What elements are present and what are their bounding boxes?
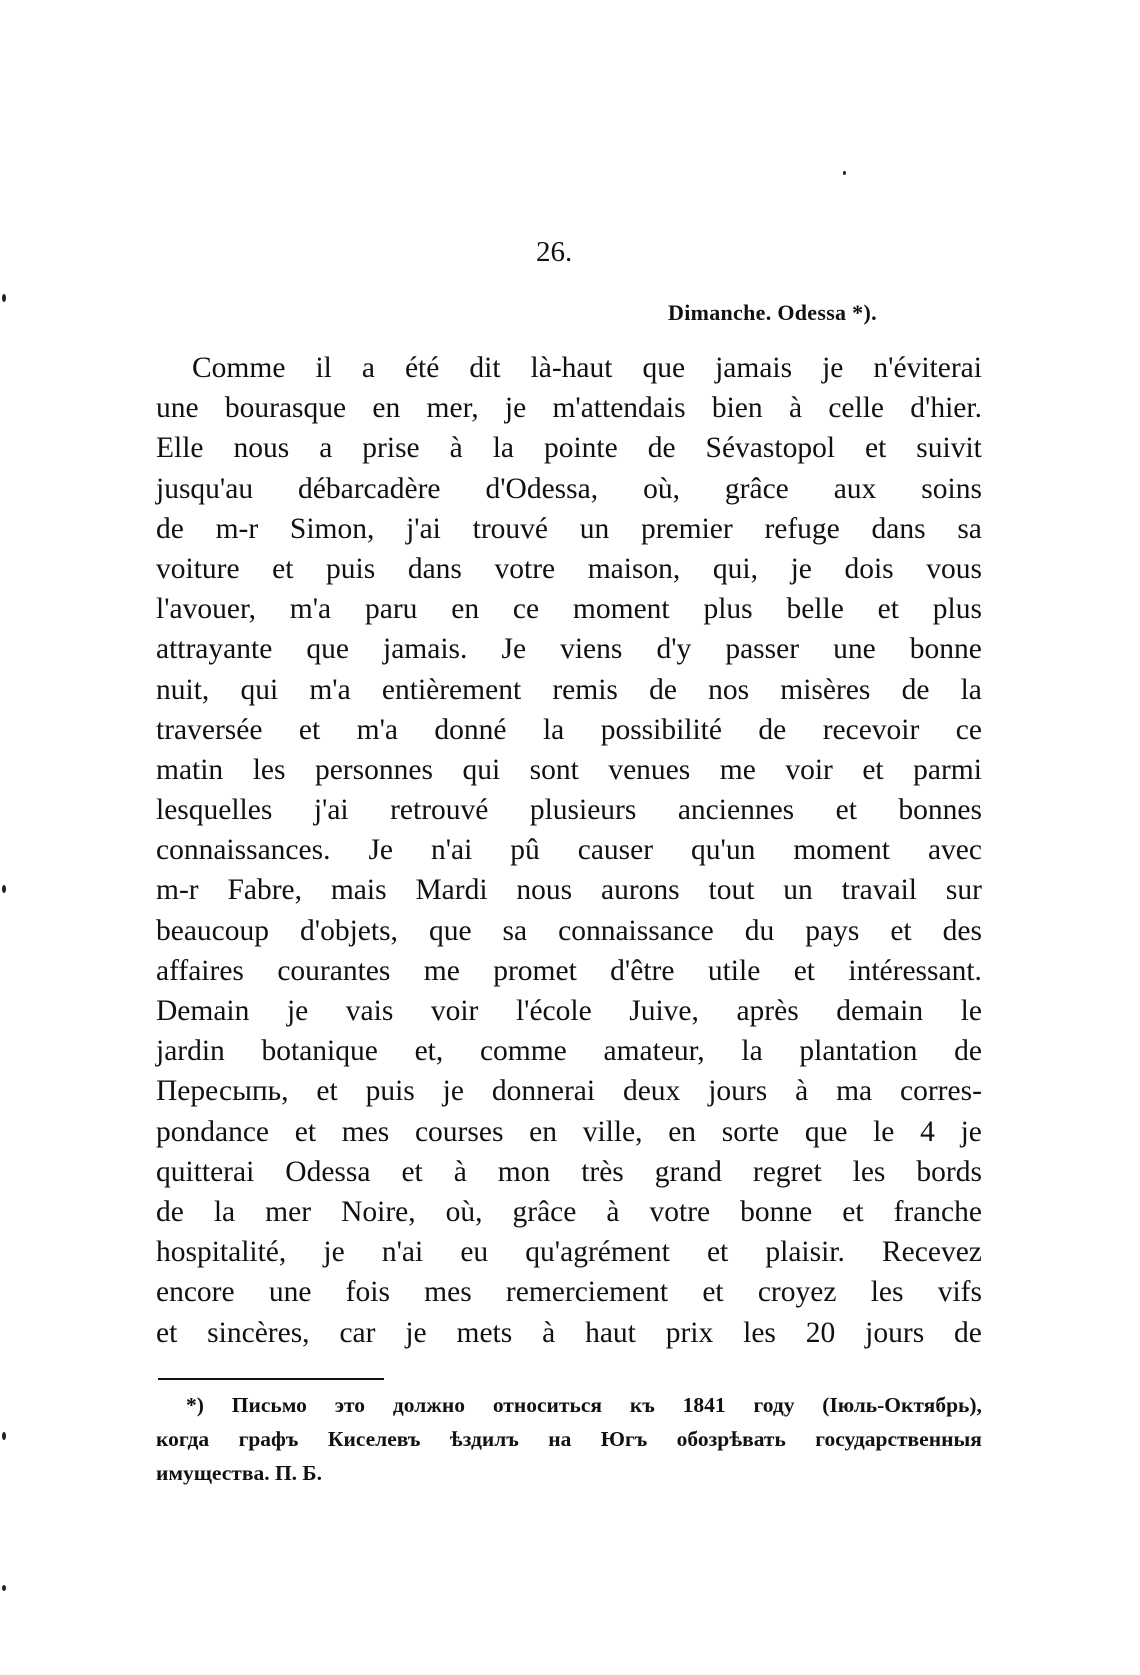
scan-speck <box>2 294 6 302</box>
page-number: 26. <box>536 236 573 268</box>
body-line: hospitalité, je n'ai eu qu'agrément et plaisir. Recevez <box>156 1236 982 1269</box>
scan-speck <box>2 1585 6 1591</box>
body-line: et sincères, car je mets à haut prix les 20 jours de <box>156 1316 982 1349</box>
letter-body <box>156 348 982 1353</box>
body-line: m-r Fabre, mais Mardi nous aurons tout un travail sur <box>156 874 982 907</box>
body-line: connaissances. Je n'ai pû causer qu'un moment avec <box>156 834 982 867</box>
scan-speck <box>2 885 6 893</box>
body-line: traversée et m'a donné la possibilité de recevoir ce <box>156 713 982 746</box>
letter-heading: Dimanche. Odessa *). <box>668 300 877 325</box>
body-line: de m-r Simon, j'ai trouvé un premier refuge dans sa <box>156 512 982 545</box>
body-line: encore une fois mes remerciement et croyez les vifs <box>156 1276 982 1309</box>
body-line: Demain je vais voir l'école Juive, après demain le <box>156 995 982 1027</box>
body-line: Comme il a été dit là-haut que jamais je n'éviterai <box>192 352 982 384</box>
body-line: matin les personnes qui sont venues me voir et parmi <box>156 753 982 786</box>
footnote-divider <box>158 1378 384 1380</box>
body-line: l'avouer, m'a paru en ce moment plus belle et plus <box>156 593 982 626</box>
body-line: Пересыпь, et puis je donnerai deux jours à ma corres- <box>156 1075 982 1108</box>
body-line: quitterai Odessa et à mon très grand regret les bords <box>156 1155 982 1188</box>
scan-speck <box>2 1432 6 1440</box>
body-line: de la mer Noire, où, grâce à votre bonne et franche <box>156 1195 982 1228</box>
footnote-line: *) Письмо это должно относиться къ 1841 году (Іюль-Октябрь), <box>186 1393 982 1417</box>
footnote-line: когда графъ Киселевъ ѣздилъ на Югъ обозрѣвать государственныя <box>156 1427 982 1451</box>
footnote <box>156 1388 982 1490</box>
body-line: affaires courantes me promet d'être utile et intéressant. <box>156 954 982 987</box>
body-line: attrayante que jamais. Je viens d'y passer une bonne <box>156 633 982 666</box>
scan-speck <box>843 171 846 175</box>
body-line: nuit, qui m'a entièrement remis de nos misères de la <box>156 673 982 706</box>
body-line: pondance et mes courses en ville, en sorte que le 4 je <box>156 1115 982 1148</box>
body-line: lesquelles j'ai retrouvé plusieurs anciennes et bonnes <box>156 794 982 827</box>
body-line: une bourasque en mer, je m'attendais bien à celle d'hier. <box>156 392 982 425</box>
body-line: jardin botanique et, comme amateur, la plantation de <box>156 1035 982 1068</box>
footnote-line: имущества. П. Б. <box>156 1461 323 1485</box>
body-line: beaucoup d'objets, que sa connaissance du pays et des <box>156 914 982 947</box>
body-line: voiture et puis dans votre maison, qui, je dois vous <box>156 552 982 585</box>
body-line: jusqu'au débarcadère d'Odessa, où, grâce aux soins <box>156 472 982 505</box>
body-line: Elle nous a prise à la pointe de Sévastopol et suivit <box>156 432 982 465</box>
